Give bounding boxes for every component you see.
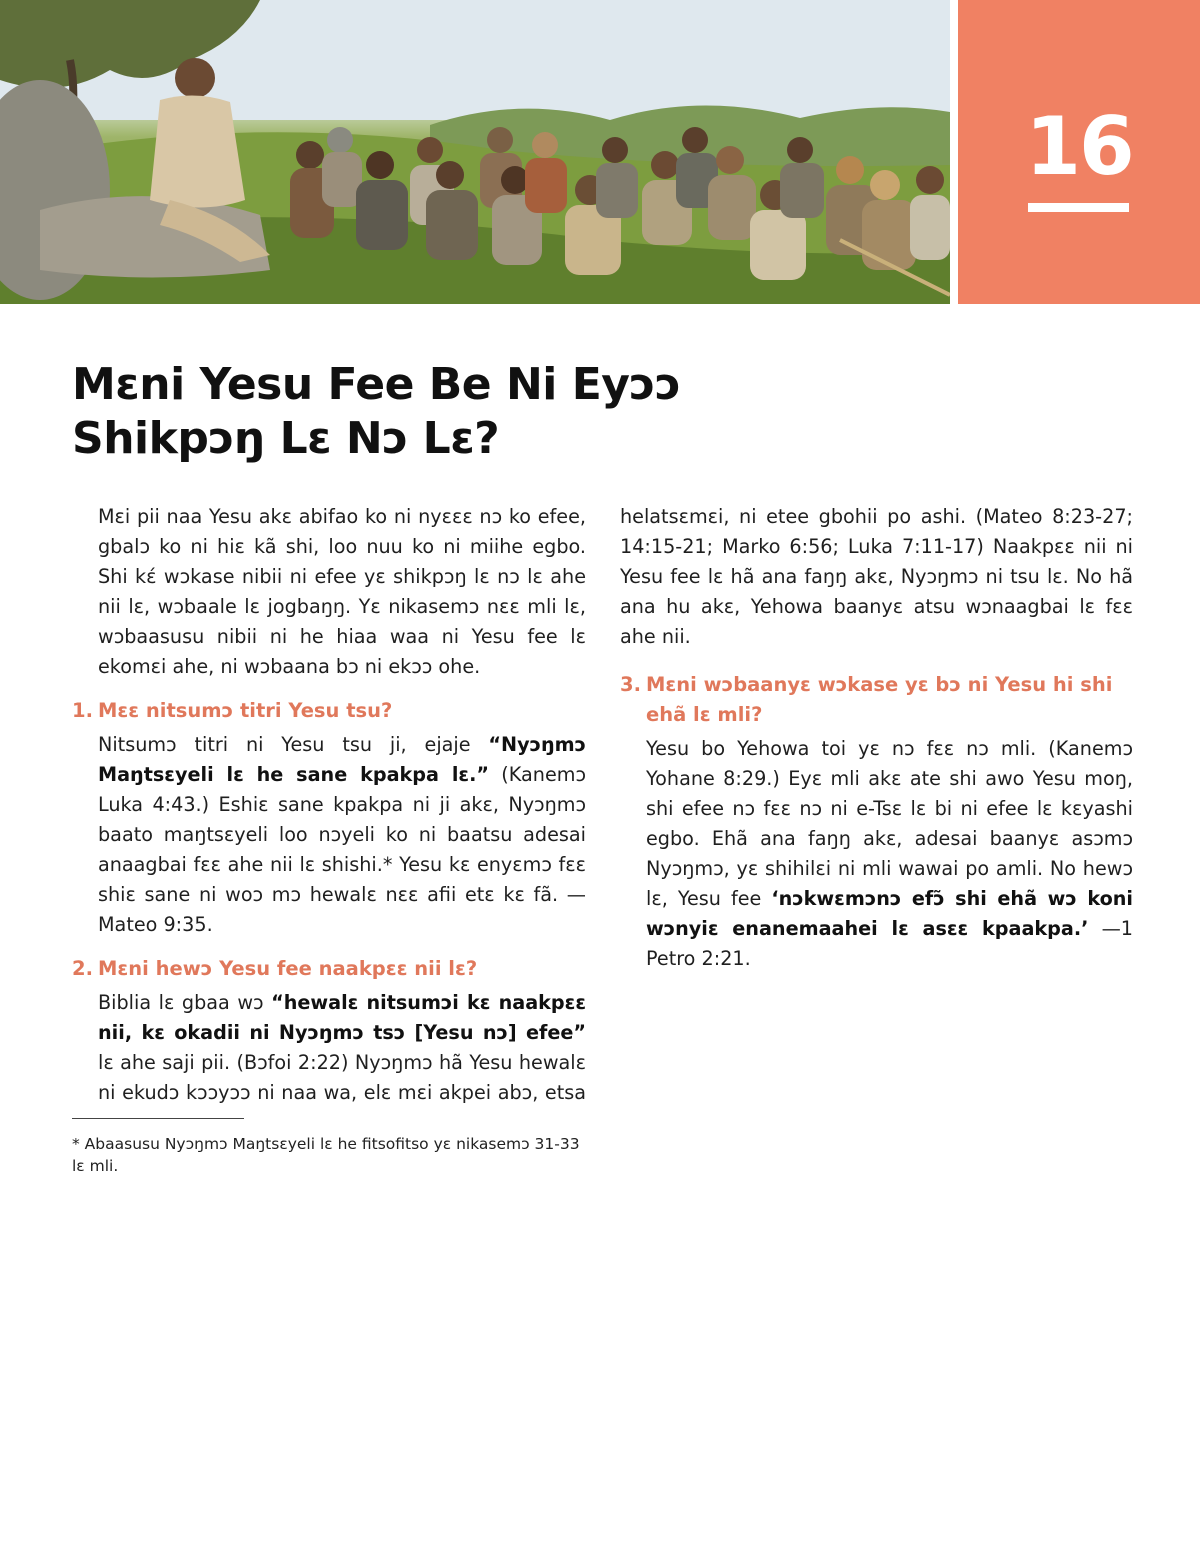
answer-3-text-b: —1 Petro 2:21. — [646, 917, 1134, 970]
footnote-divider — [72, 1118, 244, 1119]
answer-3-text-a: Yesu bo Yehowa toi yɛ nɔ fɛɛ nɔ mli. (Kanemɔ Yohane 8:29.) Eyɛ mli akɛ ate shi awo Yesu moŋ, shi efee nɔ fɛɛ nɔ ni e-Tsɛ lɛ bi ni efee lɛ kɛyashi egbo. Ehã ana faŋŋ akɛ, adesai baanyɛ asɔmɔ Nyɔŋmɔ, yɛ shihilɛi ni mli wawai po amli. No hewɔ lɛ, Yesu fee — [646, 737, 1133, 910]
answer-1-text-b: (Kanemɔ Luka 4:43.) Eshiɛ sane kpakpa ni ji akɛ, Nyɔŋmɔ baato maŋtsɛyeli loo nɔyeli ko ni baatsu adesai anaagbai fɛɛ ahe nii lɛ shishi.* Yesu kɛ enyɛmɔ fɛɛ shiɛ sane ni woɔ mɔ hewalɛ nɛɛ afii etɛ kɛ fã. —Mateo 9:35. — [98, 763, 586, 936]
question-1-number: 1. — [72, 699, 93, 722]
header-image — [0, 0, 950, 304]
lesson-number-underline — [1028, 203, 1129, 212]
question-3-number: 3. — [620, 673, 641, 696]
title-line-2: Shikpɔŋ Lɛ Nɔ Lɛ? — [72, 413, 500, 464]
question-2-number: 2. — [72, 957, 93, 980]
answer-1-text-a: Nitsumɔ titri ni Yesu tsu ji, ejaje — [98, 733, 489, 756]
right-column — [620, 502, 1133, 974]
question-3 — [620, 670, 1133, 730]
question-2-text: Mɛni hewɔ Yesu fee naakpɛɛ nii lɛ? — [98, 957, 478, 980]
question-1 — [72, 696, 586, 726]
question-3-text: Mɛni wɔbaanyɛ wɔkase yɛ bɔ ni Yesu hi shi ehã lɛ mli? — [646, 673, 1113, 726]
answer-1-quote: “Nyɔŋmɔ Maŋtsɛyeli lɛ he sane kpakpa lɛ.” — [98, 733, 586, 786]
answer-2-left-fragment — [72, 988, 586, 1108]
answer-1-paragraph — [72, 730, 586, 940]
answer-2-text-b: lɛ ahe saji pii. (Bɔfoi 2:22) Nyɔŋmɔ hã Yesu hewalɛ ni ekudɔ kɔɔyɔɔ ni naa wa, elɛ mɛi akpei abɔ, etsa — [98, 1051, 586, 1104]
question-2 — [72, 954, 586, 984]
hillside-scene — [0, 0, 950, 304]
answer-2-quote: “hewalɛ nitsumɔi kɛ naakpɛɛ nii, kɛ okadii ni Nyɔŋmɔ tsɔ [Yesu nɔ] efee” — [98, 991, 586, 1044]
question-1-text: Mɛɛ nitsumɔ titri Yesu tsu? — [98, 699, 393, 722]
answer-2-paragraph-right — [620, 502, 1133, 652]
left-column — [72, 502, 586, 1177]
answer-2-paragraph-left — [98, 988, 586, 1108]
answer-3-paragraph — [620, 734, 1133, 974]
answer-2-text-a: Biblia lɛ gbaa wɔ — [98, 991, 272, 1014]
footnote: * Abaasusu Nyɔŋmɔ Maŋtsɛyeli lɛ he fitsofitso yɛ nikasemɔ 31-33 lɛ mli. — [72, 1135, 580, 1175]
intro-paragraph: Mɛi pii naa Yesu akɛ abifao ko ni nyɛɛɛ nɔ ko efee, gbalɔ ko ni hiɛ kã shi, loo nuu ko ni miihe egbo. Shi kɛ́ wɔkase nibii ni efee yɛ shikpɔŋ lɛ nɔ lɛ ahe nii lɛ, wɔbaale lɛ jogbaŋŋ. Yɛ nikasemɔ nɛɛ mli lɛ, wɔbaasusu nibii ni he hiaa waa ni Yesu fee lɛ ekomɛi ahe, ni wɔbaana bɔ ni ekɔɔ ohe. — [98, 505, 586, 678]
lesson-number-badge — [958, 0, 1200, 304]
answer-2-right-fragment — [620, 502, 1133, 652]
answer-2-text-b-cont: helatsɛmɛi, ni etee gbohii po ashi. (Mateo 8:23-27; 14:15-21; Marko 6:56; Luka 7:11-17) Naakpɛɛ nii ni Yesu fee lɛ hã ana faŋŋ akɛ, Nyɔŋmɔ ni tsu lɛ. No hã ana hu akɛ, Yehowa baanyɛ atsu wɔnaagbai lɛ fɛɛ ahe nii. — [620, 505, 1133, 648]
answer-3-quote: ‘nɔkwɛmɔnɔ efɔ̃ shi ehã wɔ koni wɔnyiɛ enanemaahei lɛ asɛɛ kpaakpa.’ — [646, 887, 1133, 940]
page-title — [72, 358, 792, 466]
lesson-number: 16 — [1025, 100, 1133, 193]
title-line-1: Mɛni Yesu Fee Be Ni Eyɔɔ — [72, 359, 681, 410]
